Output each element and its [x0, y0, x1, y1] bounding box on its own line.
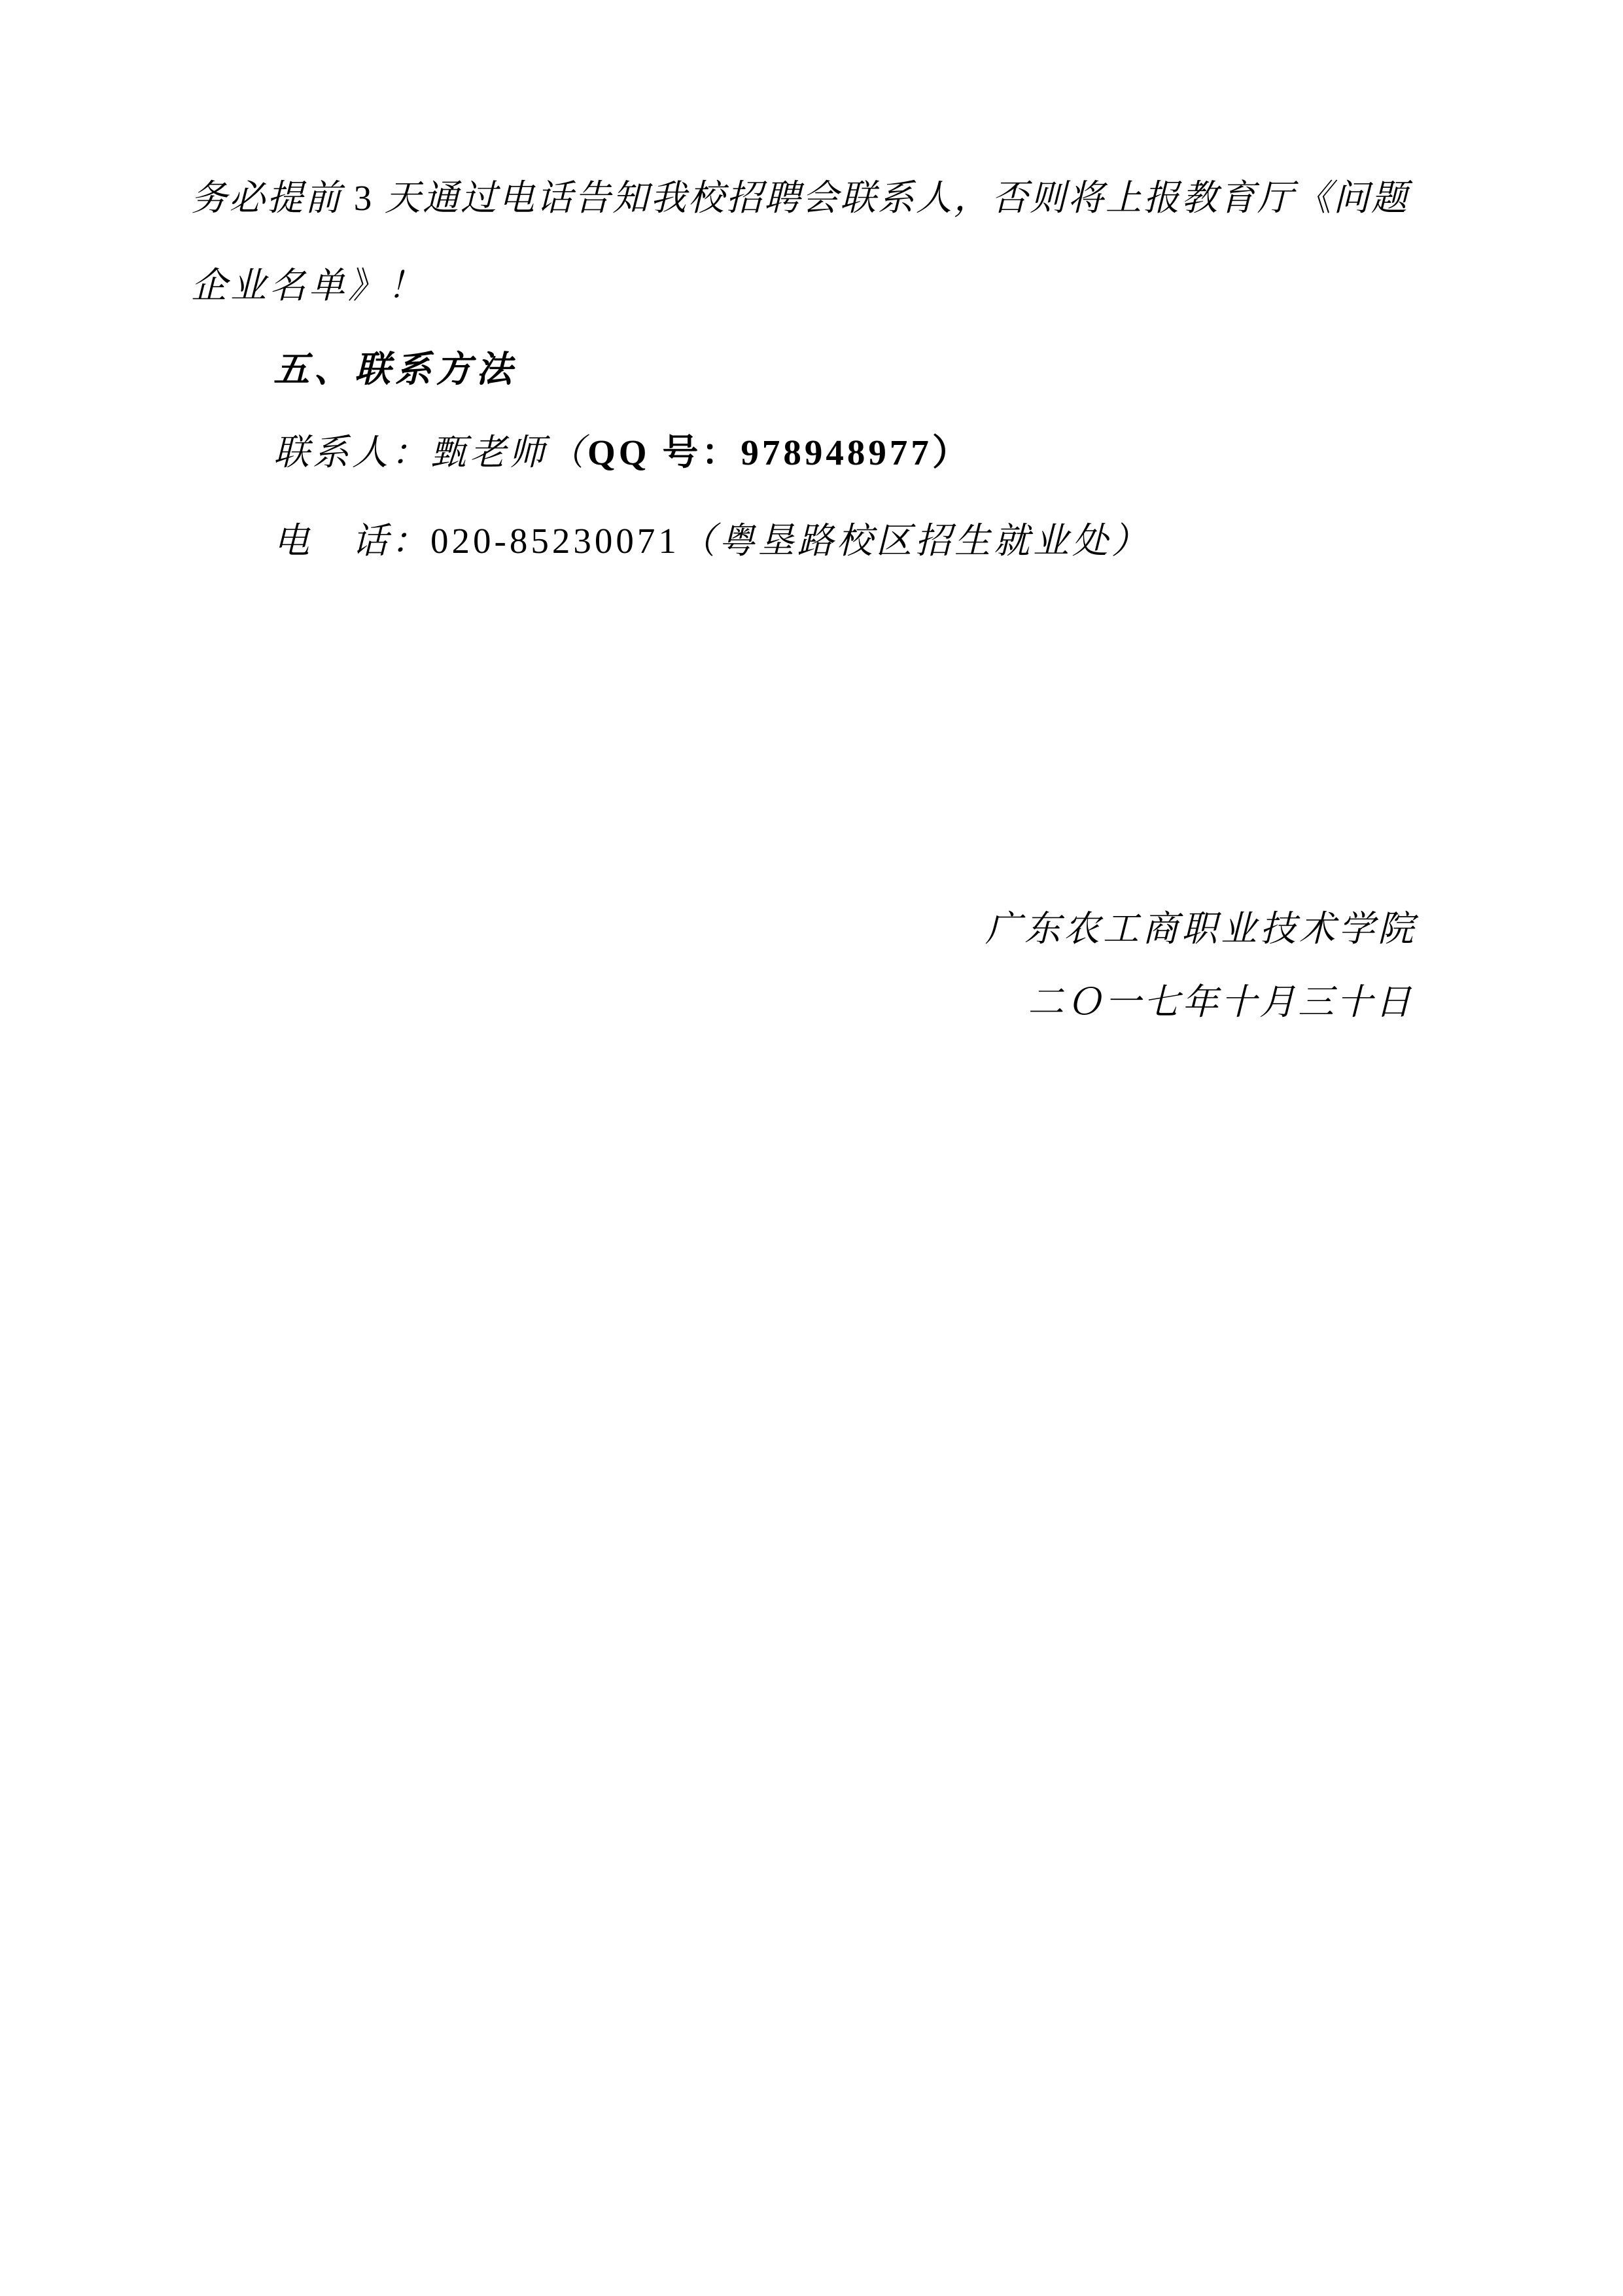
paragraph-line-1 — [191, 177, 1434, 219]
phone-label: 电 话： — [273, 521, 431, 561]
phone-line — [273, 520, 1151, 561]
paragraph-line-1-number: 3 — [353, 178, 374, 218]
contact-line — [273, 432, 971, 473]
signature-date: 二Ｏ一七年十月三十日 — [1027, 982, 1414, 1022]
paragraph-line-1-text-b: 天通过电话告知我校招聘会联系人，否则将上报教育厅《问题 — [374, 178, 1410, 218]
contact-prefix: 联系人：甄老师（ — [273, 433, 588, 472]
paragraph-line-2: 企业名单》！ — [191, 266, 427, 306]
section-heading: 五、联系方法 — [273, 349, 517, 389]
phone-note: （粤垦路校区招生就业处） — [679, 521, 1151, 561]
phone-number: 020-85230071 — [430, 521, 680, 561]
signature-org: 广东农工商职业技术学院 — [985, 909, 1417, 949]
paragraph-line-1-text-a: 务必提前 — [191, 178, 354, 218]
contact-qq-number: QQ 号：978948977） — [587, 433, 971, 472]
